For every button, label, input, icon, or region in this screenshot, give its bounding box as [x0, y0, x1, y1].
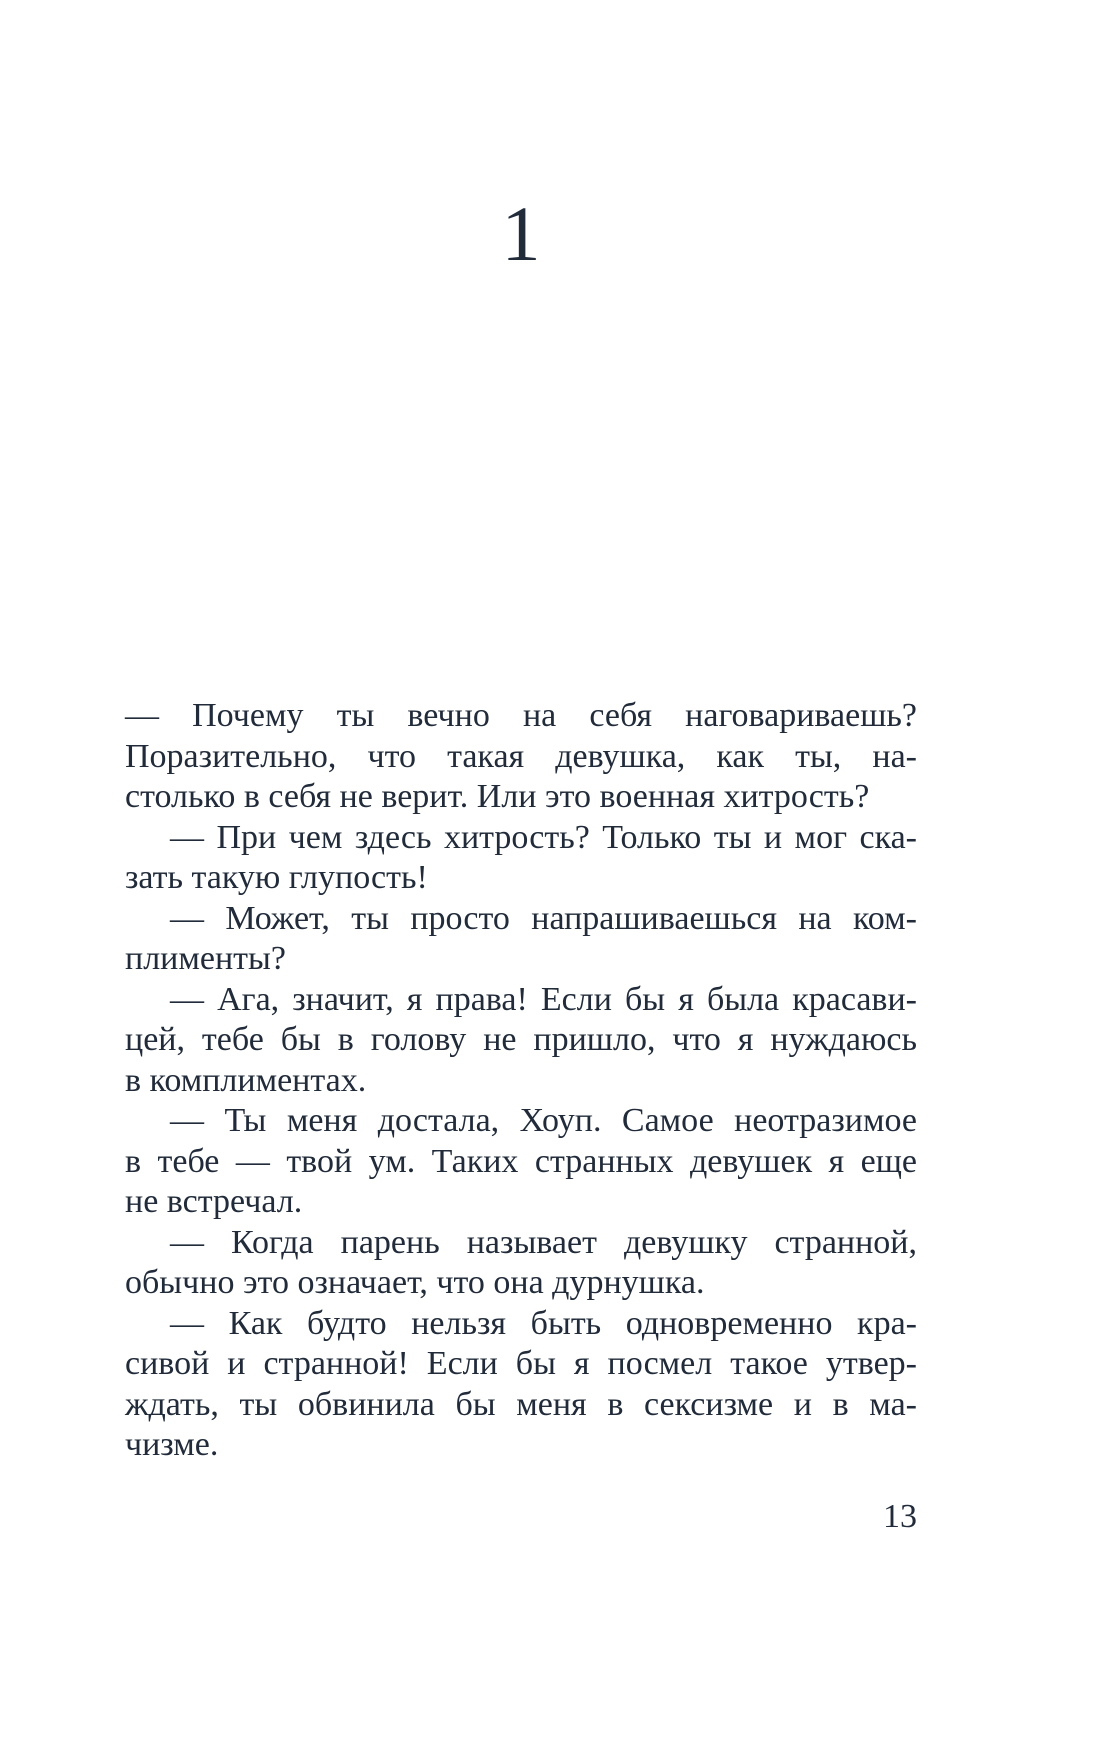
- text-line: сивой и странной! Если бы я посмел такое утвер-: [125, 1345, 917, 1382]
- text-line: не встречал.: [125, 1183, 303, 1220]
- text-line: — Почему ты вечно на себя наговариваешь?: [125, 697, 917, 734]
- text-line: ждать, ты обвинила бы меня в сексизме и в ма-: [125, 1385, 917, 1423]
- text-line: столько в себя не верит. Или это военная хитрость?: [125, 778, 870, 815]
- text-line: цей, тебе бы в голову не пришло, что я нуждаюсь: [125, 1021, 917, 1058]
- paragraph: [125, 1223, 917, 1304]
- paragraph: [125, 1304, 917, 1466]
- paragraph: [125, 1101, 917, 1223]
- text-line: — При чем здесь хитрость? Только ты и мог ска-: [170, 818, 917, 856]
- text-line: — Ага, значит, я права! Если бы я была красави-: [170, 980, 917, 1018]
- paragraph: [125, 980, 917, 1102]
- text-line: — Как будто нельзя быть одновременно кра-: [170, 1304, 917, 1342]
- text-line: — Когда парень называет девушку странной,: [170, 1223, 917, 1261]
- paragraph: [125, 818, 917, 899]
- text-line: плименты?: [125, 940, 286, 977]
- text-line: Поразительно, что такая девушка, как ты, на-: [125, 737, 917, 775]
- text-line: обычно это означает, что она дурнушка.: [125, 1264, 705, 1301]
- text-line: — Ты меня достала, Хоуп. Самое неотразимое: [170, 1102, 917, 1139]
- text-line: в тебе — твой ум. Таких странных девушек я еще: [125, 1142, 917, 1180]
- text-line: зать такую глупость!: [125, 859, 428, 896]
- chapter-number: 1: [501, 190, 541, 277]
- paragraph: [125, 696, 917, 818]
- text-block: [125, 696, 917, 1466]
- paragraph: [125, 899, 917, 980]
- text-line: в комплиментах.: [125, 1061, 367, 1099]
- text-line: — Может, ты просто напрашиваешься на ком-: [170, 899, 917, 937]
- text-line: чизме.: [125, 1426, 219, 1463]
- page-number: 13: [883, 1498, 917, 1535]
